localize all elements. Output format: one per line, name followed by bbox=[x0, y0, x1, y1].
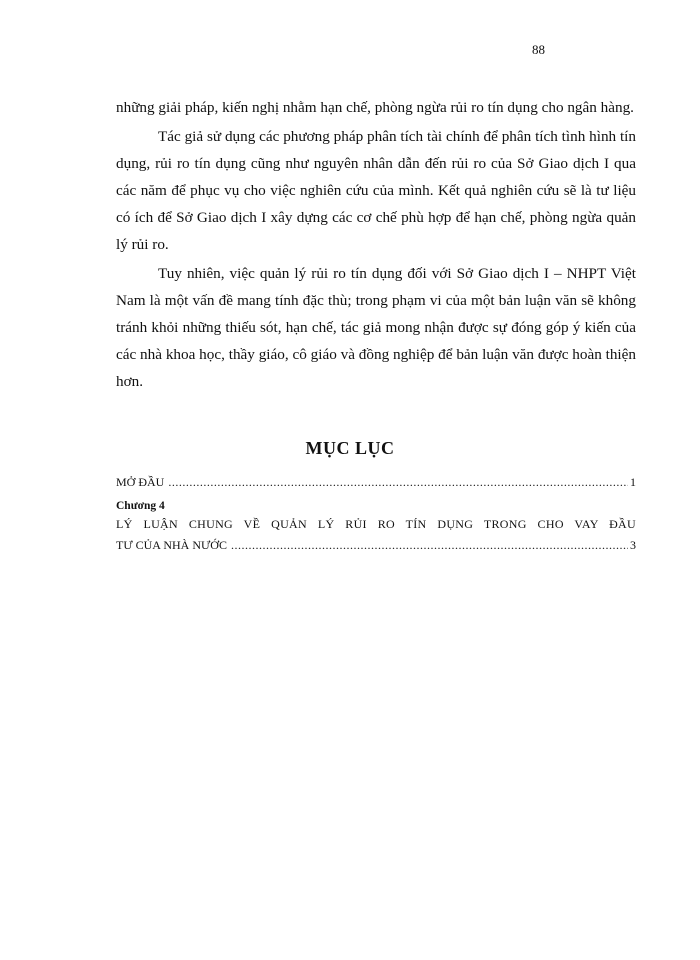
page-number: 88 bbox=[532, 42, 545, 57]
paragraph-continuation: những giải pháp, kiến nghị nhằm hạn chế, phòng ngừa rủi ro tín dụng cho ngân hàng. bbox=[116, 99, 634, 116]
toc-chapter-title-line1: LÝ LUẬN CHUNG VỀ QUẢN LÝ RỦI RO TÍN DỤNG TRONG CHO VAY ĐẦU bbox=[116, 517, 636, 531]
toc-chapter-label: Chương 4 bbox=[116, 500, 165, 512]
body-text bbox=[116, 94, 636, 397]
toc-entry-page: 1 bbox=[630, 475, 636, 489]
toc-leader-dots bbox=[168, 472, 628, 492]
paragraph-limitations: Tuy nhiên, việc quản lý rủi ro tín dụng đối với Sở Giao dịch I – NHPT Việt Nam là một vấn đề mang tính đặc thù; trong phạm vi của một bản luận văn sẽ không tránh khỏi những thiếu sót, hạn chế, tác giả mong nhận được sự đóng góp ý kiến của các nhà khoa học, thầy giáo, cô giáo và đồng nghiệp để bản luận văn được hoàn thiện hơn. bbox=[116, 265, 636, 390]
toc-leader-dots bbox=[231, 535, 628, 555]
toc-entry-chapter-4[interactable] bbox=[116, 500, 636, 555]
toc-chapter-title-line2: TƯ CỦA NHÀ NƯỚC bbox=[116, 538, 227, 552]
table-of-contents bbox=[116, 472, 636, 555]
paragraph-methods: Tác giả sử dụng các phương pháp phân tích tài chính để phân tích tình hình tín dụng, rủi ro tín dụng cũng như nguyên nhân dẫn đến rủi ro của Sở Giao dịch I qua các năm để phục vụ cho việc nghiên cứu của mình. Kết quả nghiên cứu sẽ là tư liệu có ích để Sở Giao dịch I xây dựng các cơ chế phù hợp để hạn chế, phòng ngừa quản lý rủi ro. bbox=[116, 128, 636, 253]
toc-title: MỤC LỤC bbox=[305, 438, 395, 458]
toc-chapter-title-line2-row bbox=[116, 535, 636, 555]
toc-entry-label: MỞ ĐẦU bbox=[116, 475, 165, 489]
toc-entry-page: 3 bbox=[630, 538, 636, 552]
toc-entry-intro[interactable] bbox=[116, 472, 636, 492]
